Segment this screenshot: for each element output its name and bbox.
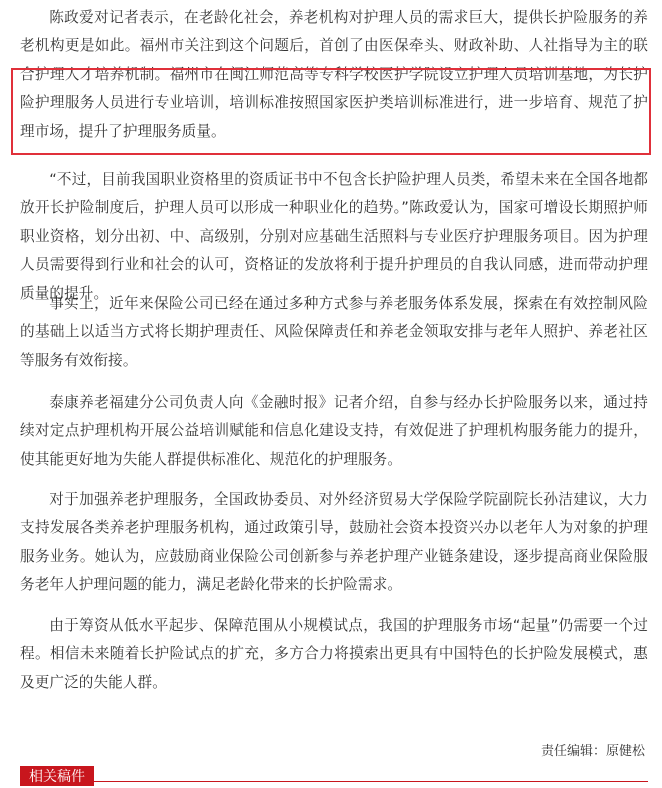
responsible-editor: 责任编辑：原健松 xyxy=(540,744,645,759)
paragraph-6: 由于筹资从低水平起步、保障范围从小规模试点，我国的护理服务市场“起量”仍需要一个过程。相信未来随着长护险试点的扩充，多方合力将摸索出更具有中国特色的长护险发展模式，惠及更广泛的失能人群。 xyxy=(20,617,648,691)
paragraph-1: 陈政爱对记者表示，在老龄化社会，养老机构对护理人员的需求巨大，提供长护险服务的养老机构更是如此。福州市关注到这个问题后，首创了由医保牵头、财政补助、人社指导为主的联合护理人才培养机制。福州市在闽江师范高等专科学校医护学院设立护理人员培训基地，为长护险护理服务人员进行专业培训，培训标准按照国家医护类培训标准进行，进一步培育、规范了护理市场，提升了护理服务质量。 xyxy=(20,9,648,140)
paragraph-3: 事实上，近年来保险公司已经在通过多种方式参与养老服务体系发展，探索在有效控制风险的基础上以适当方式将长期护理责任、风险保障责任和养老金领取安排与老年人照护、养老社区等服务有效衔接。 xyxy=(20,295,648,369)
paragraph-4: 泰康养老福建分公司负责人向《金融时报》记者介绍，自参与经办长护险服务以来，通过持续对定点护理机构开展公益培训赋能和信息化建设支持，有效促进了护理机构服务能力的提升，使其能更好地为失能人群提供标准化、规范化的护理服务。 xyxy=(20,394,648,468)
paragraph-2: “不过，目前我国职业资格里的资质证书中不包含长护险护理人员类，希望未来在全国各地都放开长护险制度后，护理人员可以形成一种职业化的趋势。”陈政爱认为，国家可增设长期照护师职业资格，划分出初、中、高级别，分别对应基础生活照料与专业医疗护理服务项目。因为护理人员需要得到行业和社会的认可，资格证的发放将利于提升护理员的自我认同感，进而带动护理质量的提升。 xyxy=(20,171,648,302)
paragraph-5: 对于加强养老护理服务，全国政协委员、对外经济贸易大学保险学院副院长孙洁建议，大力支持发展各类养老护理服务机构，通过政策引导，鼓励社会资本投资兴办以老年人为对象的护理服务业务。她认为，应鼓励商业保险公司创新参与养老护理产业链条建设，逐步提高商业保险服务老年人护理问题的能力，满足老龄化带来的长护险需求。 xyxy=(20,491,648,594)
related-articles-tab[interactable]: 相关稿件 xyxy=(20,766,94,786)
